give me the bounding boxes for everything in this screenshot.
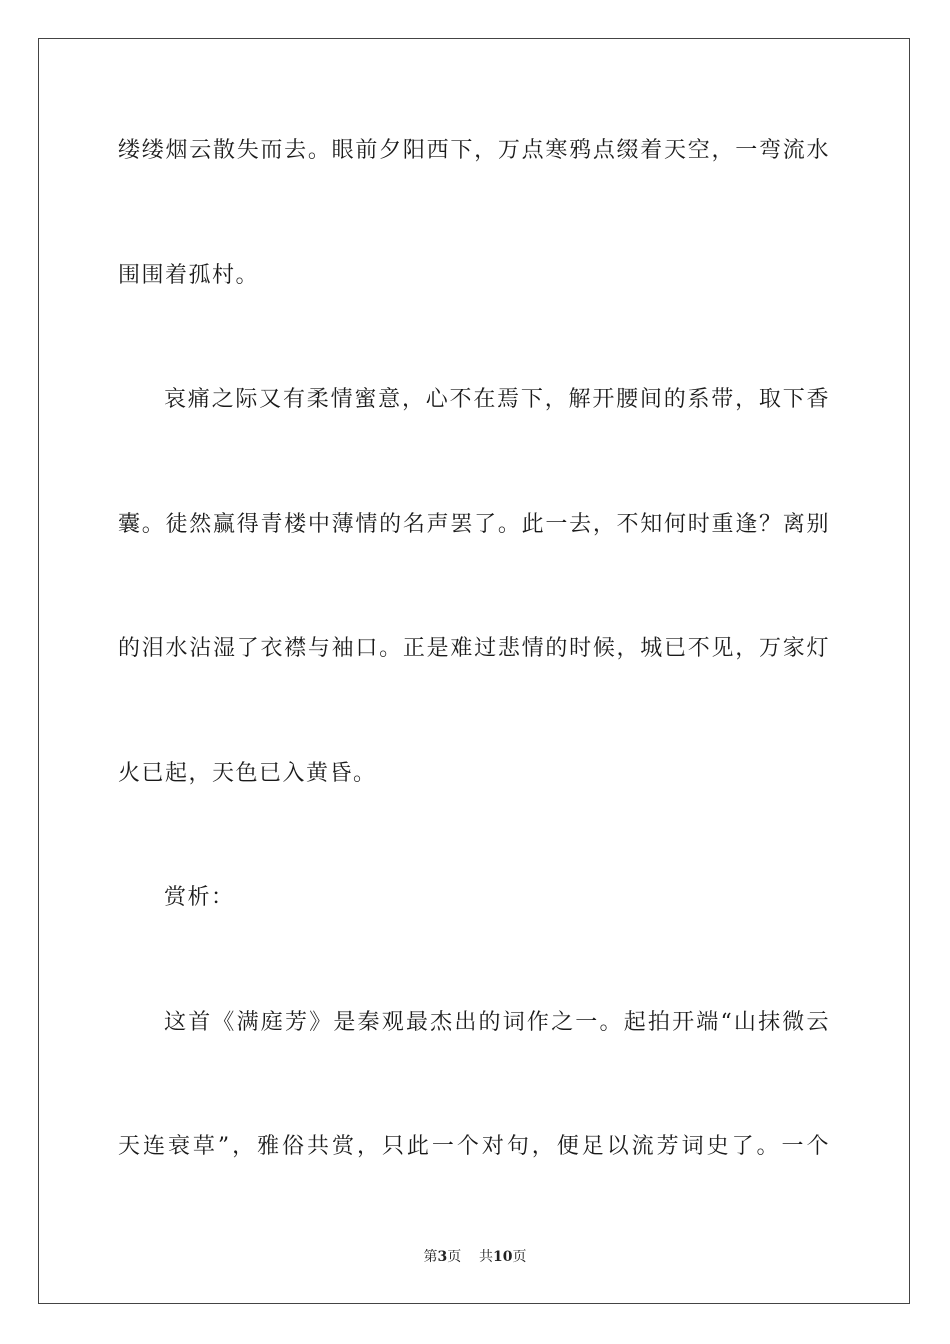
paragraph-line-5: 的泪水沾湿了衣襟与袖口。正是难过悲情的时候，城已不见，万家灯 <box>118 636 830 661</box>
page-current-number: 3 <box>437 1249 448 1265</box>
paragraph-line-4: 囊。徒然赢得青楼中薄情的名声罢了。此一去，不知何时重逢？离别 <box>118 512 830 537</box>
section-heading-appreciation: 赏析： <box>164 885 235 910</box>
paragraph-line-7: 这首《满庭芳》是秦观最杰出的词作之一。起拍开端“山抹微云 <box>164 1010 830 1035</box>
page-suffix: 页 <box>447 1249 462 1265</box>
page-prefix: 第 <box>423 1249 438 1265</box>
page-border <box>38 38 910 1304</box>
paragraph-line-6: 火已起，天色已入黄昏。 <box>118 761 377 786</box>
page-footer <box>0 1248 950 1266</box>
total-suffix: 页 <box>512 1249 527 1265</box>
page-total-number: 10 <box>493 1249 513 1265</box>
paragraph-line-3: 哀痛之际又有柔情蜜意，心不在焉下，解开腰间的系带，取下香 <box>164 387 830 412</box>
paragraph-line-2: 围围着孤村。 <box>118 263 260 288</box>
paragraph-line-1: 缕缕烟云散失而去。眼前夕阳西下，万点寒鸦点缀着天空，一弯流水 <box>118 138 830 163</box>
paragraph-line-8: 天连衰草”，雅俗共赏，只此一个对句，便足以流芳词史了。一个 <box>118 1134 830 1159</box>
total-prefix: 共 <box>479 1249 494 1265</box>
